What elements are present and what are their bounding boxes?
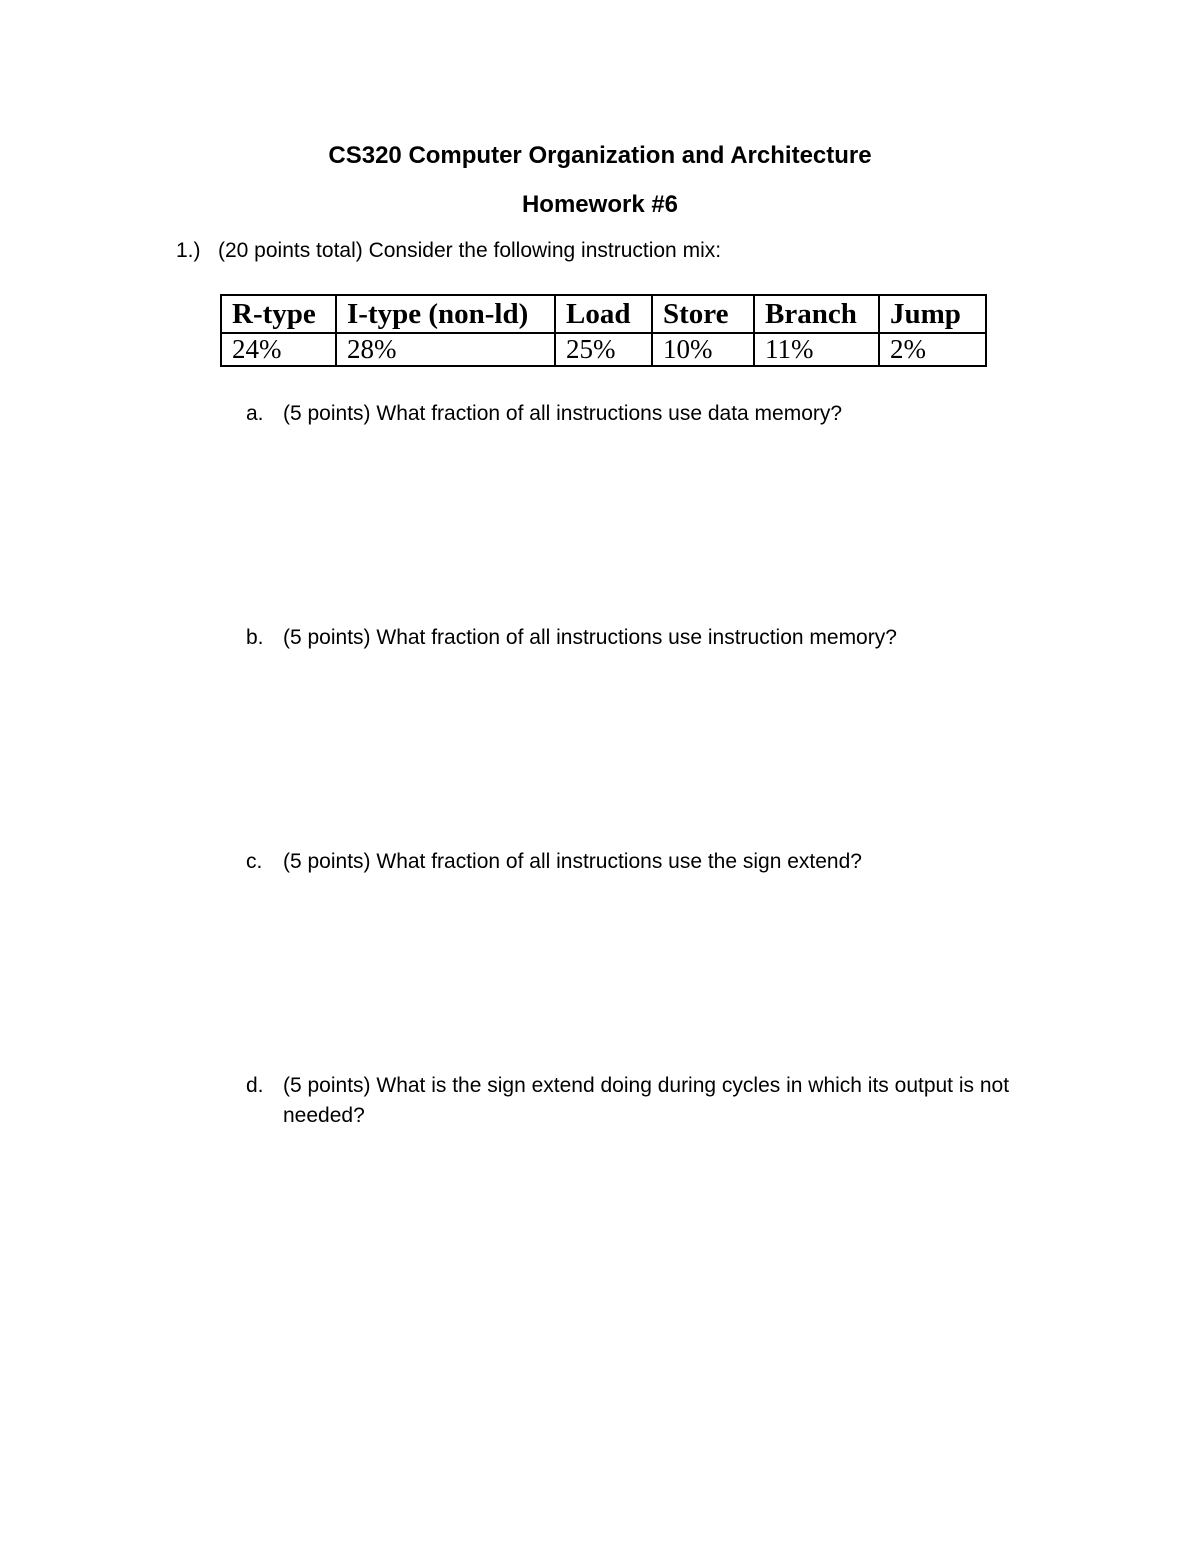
assignment-title: Homework #6 [521,191,679,218]
value-cell-branch: 11% [754,333,879,366]
header-cell-jump: Jump [879,295,986,333]
value-cell-store: 10% [652,333,754,366]
subquestion-letter: c. [246,850,263,873]
question-prompt: (20 points total) Consider the following instruction mix: [218,239,722,262]
value-cell-r-type: 24% [221,333,336,366]
header-cell-branch: Branch [754,295,879,333]
table-header-row [221,295,986,333]
value-cell-load: 25% [555,333,652,366]
subquestion-text: (5 points) What fraction of all instructions use the sign extend? [283,850,862,873]
header-cell-store: Store [652,295,754,333]
subquestion-letter: a. [246,402,264,425]
question-number: 1.) [176,239,201,262]
header-cell-i-type: I-type (non-ld) [336,295,555,333]
subquestion-letter: b. [246,626,264,649]
value-cell-i-type: 28% [336,333,555,366]
value-cell-jump: 2% [879,333,986,366]
subquestion-text: (5 points) What fraction of all instructions use data memory? [283,402,843,425]
course-title: CS320 Computer Organization and Architecture [328,142,872,169]
header-cell-load: Load [555,295,652,333]
instruction-mix-table [220,294,987,367]
header-cell-r-type: R-type [221,295,336,333]
subquestion-text: (5 points) What fraction of all instructions use instruction memory? [283,626,897,649]
subquestion-text: (5 points) What is the sign extend doing during cycles in which its output is not needed? [283,1074,1010,1127]
table-row [221,333,986,366]
subquestion-letter: d. [246,1074,264,1097]
